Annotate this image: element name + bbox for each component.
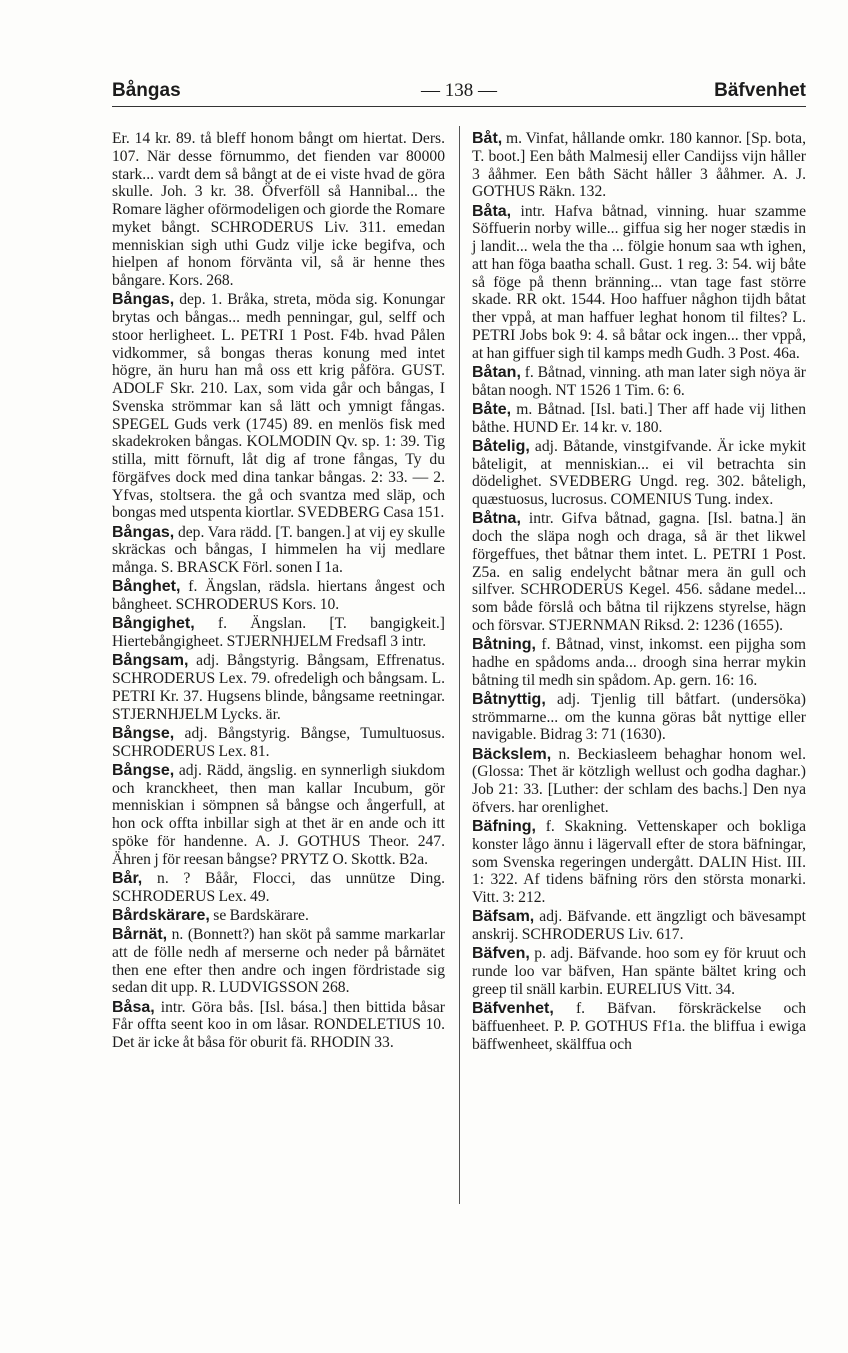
entry-text: p. adj. Bäfvande. hoo som ey för kruut och runde loo var bäfven, Han spänte bältet kring och greep til snäll karbin. EURELIUS Vitt. 34. — [472, 945, 806, 998]
entry-text: n. (Bonnett?) han sköt på samme markarlar att de fölle nedh af merserne och neder på bårnätet then ene efter then andre och ingen fördristade sig sedan dit upp. R. LUDVIGSSON 268. — [112, 926, 445, 997]
headword: Båsa, — [112, 998, 155, 1016]
dictionary-entry — [112, 578, 445, 614]
column-divider — [459, 126, 460, 1204]
dictionary-entry — [472, 510, 806, 634]
dictionary-entry — [472, 691, 806, 744]
dictionary-entry — [112, 870, 445, 906]
headword: Bångse, — [112, 761, 175, 779]
headword: Bäckslem, — [472, 745, 552, 763]
entry-text: se Bardskärare. — [213, 906, 309, 924]
headword: Bäfven, — [472, 945, 530, 963]
headword: Bäfning, — [472, 818, 536, 835]
right-column — [472, 130, 806, 1055]
entry-text: n. ? Båår, Flocci, das unnütze Ding. SCHRODERUS Lex. 49. — [112, 869, 445, 905]
headword: Båtna, — [472, 510, 521, 528]
dictionary-entry — [472, 1000, 806, 1053]
headword: Bångas, — [112, 291, 175, 309]
dictionary-entry — [112, 907, 445, 925]
dictionary-entry — [112, 524, 445, 577]
page-number: — 138 — — [421, 80, 497, 101]
dictionary-entry — [112, 725, 445, 761]
entry-text: f. Båtnad, vinning. ath man later sigh nöya är båtan noogh. NT 1526 1 Tim. 6: 6. — [472, 363, 806, 399]
headword: Båtelig, — [472, 437, 530, 455]
entry-text: dep. Vara rädd. [T. bangen.] at vij ey skulle skräckas och bångas, I himmelen ha vij medlare många. S. BRASCK Förl. sonen I 1a. — [112, 523, 445, 576]
dictionary-entry — [472, 945, 806, 998]
dictionary-entry — [472, 130, 806, 201]
page-header — [112, 76, 806, 106]
entry-text: f. Bäfvan. förskräckelse och bäffuenheet. P. P. GOTHUS Ff1a. the bliffua i ewiga bäffwenheet, skälffua och — [472, 1000, 806, 1053]
entry-text: intr. Göra bås. [Isl. bása.] then bittida båsar Får offta seent koo in om låsar. RONDELETIUS 10. Det är icke åt båsa för oburit fä. RHODIN 33. — [112, 998, 445, 1051]
dictionary-entry — [472, 401, 806, 437]
headword: Båtnyttig, — [472, 690, 546, 708]
entry-text: n. Beckiasleem behaghar honom wel. (Glossa: Thet är kötzligh wellust och godha daghar.) Job 21: 33. [Luther: der schlam des bachs.] Den nya öfvers. har orenlighet. — [472, 745, 806, 816]
dictionary-entry — [112, 762, 445, 869]
header-rule — [112, 106, 806, 107]
entry-text: intr. Hafva båtnad, vinning. huar szamme Söffuerin norby wille... giffua sig her noger stædis in j landit... wela the tha ... fölgie honum saa wth ighen, att han föga baatha schall. Gust. 1 reg. 3: 54. wij båte så föge på thenn bränning... vtan tage fast större skade. RR okt. 1544. Hoo haffuer någhon tijdh båtat ther vppå, at man haffuer leghat honom til filtes? L. PETRI Jobs bok 9: 4. så båtar ock ingen... ther vppå, at han giffuer sigh til kamps medh Gudh. 3 Post. 46a. — [472, 202, 806, 362]
headword: Båta, — [472, 202, 512, 220]
entry-text: adj. Bångstyrig. Bångse, Tumultuosus. SCHRODERUS Lex. 81. — [112, 724, 445, 760]
headword: Bånghet, — [112, 578, 181, 596]
entry-text: adj. Rädd, ängslig. en synnerligh siukdom och kranckheet, then man kallar Incubum, gör menniskian i sömpnen så bångse och ångerfull, at hon ock offta inbillar sigh at thet är en ande och itt spöke för handenne. A. J. GOTHUS Theor. 247. Ähren j för reesan bångse? PRYTZ O. Skottk. B2a. — [112, 761, 446, 868]
entry-text: dep. 1. Bråka, streta, möda sig. Konungar brytas och bångas... medh penningar, gul, selff och stoor herligheet. L. PETRI 1 Post. F4b. hvad Pålen vidkommer, så bongas theras konung med intet högre, än huru han må oss ett krig påföra. GUST. ADOLF Skr. 210. Lax, som vida går och bångas, I Svenska strömmar kan så lätt och ymnigt fångas. SPEGEL Guds verk (1745) 89. en menlös fisk med skadekroken bångas. KOLMODIN Qv. sp. 1: 39. Tig stilla, mitt förnuft, låt dig af trone fångas, Ty du förgäfves dock med dina tankar bångas. 2: 33. — 2. Yfvas, stoltsera. the gå och svantza med släp, och bongas med utspenta kiortlar. SVEDBERG Casa 151. — [112, 291, 445, 522]
entry-text: f. Båtnad, vinst, inkomst. een pijgha som hadhe en spådoms anda... droogh sina herrar mykin båtning til medh sin spådom. Ap. gern. 16: 16. — [472, 636, 806, 689]
dictionary-entry — [472, 746, 806, 817]
headword: Bår, — [112, 869, 143, 887]
headword: Bångighet, — [112, 615, 195, 633]
entry-text: adj. Bångstyrig. Bångsam, Effrenatus. SCHRODERUS Lex. 79. ofredeligh och bångsam. L. PETRI Kr. 37. Hugsens blinde, bångsame reetningar. STJERNHJELM Lycks. är. — [112, 652, 445, 723]
headword: Bårdskärare, — [112, 906, 210, 924]
dictionary-entry — [472, 364, 806, 400]
dictionary-entry — [472, 203, 806, 363]
entry-text: m. Båtnad. [Isl. bati.] Ther aff hade vij lithen båthe. HUND Er. 14 kr. v. 180. — [472, 400, 806, 436]
headword: Båtning, — [472, 636, 536, 653]
left-column — [112, 130, 445, 1053]
entry-text: Er. 14 kr. 89. tå bleff honom bångt om hiertat. Ders. 107. När desse förnummo, det fienden var 80000 stark... vardt dem så bångt at de ei viste hvad de göra skulle. Joh. 3 kr. 38. Öfverföll så Hannibal... the Romare lägher oförmodeligen och giorde the Romare myket bångt. SCHRODERUS Liv. 311. emedan menniskian sigh uthi Gudz vilje icke begifva, och hielpen af honom förvänta vil, så är henne thes bångare. Kors. 268. — [112, 130, 445, 289]
entry-text: intr. Gifva båtnad, gagna. [Isl. batna.] än doch the släpa nogh och draga, så är thet likwel förgeffues, thet båtnar them intet. L. PETRI 1 Post. Z5a. en salig endelycht båtnar mera än gull och silfver. SCHRODERUS Kegel. 456. sådane medel... som både förslå och båtna til rijkzens styrelse, hägn och försvar. STJERNMAN Riksd. 2: 1236 (1655). — [472, 510, 806, 634]
headword: Båte, — [472, 400, 512, 418]
entry-text: adj. Bäfvande. ett ängzligt och bävesampt anskrij. SCHRODERUS Liv. 617. — [472, 908, 806, 943]
headword: Bångas, — [112, 523, 175, 541]
headword: Bårnät, — [112, 926, 168, 943]
dictionary-entry — [112, 130, 445, 290]
headword: Bångse, — [112, 724, 175, 742]
dictionary-entry — [112, 999, 445, 1052]
dictionary-entry — [112, 615, 445, 651]
headword: Båt, — [472, 130, 503, 147]
dictionary-entry — [112, 652, 445, 723]
headword: Bångsam, — [112, 652, 189, 670]
dictionary-entry — [112, 291, 445, 522]
headword: Bäfsam, — [472, 908, 535, 926]
dictionary-entry — [112, 926, 445, 997]
entry-text: m. Vinfat, hållande omkr. 180 kannor. [Sp. bota, T. boot.] Een båth Malmesij eller Candijss vijn håller 3 ååhmer. Een båth Sächt håller 3 ååhmer. A. J. GOTHUS Räkn. 132. — [472, 130, 806, 201]
dictionary-entry — [472, 438, 806, 509]
entry-text: f. Ängslan, rädsla. hiertans ångest och bångheet. SCHRODERUS Kors. 10. — [112, 578, 445, 613]
dictionary-entry — [472, 636, 806, 689]
running-head-left: Bångas — [112, 80, 181, 101]
dictionary-entry — [472, 818, 806, 907]
entry-text: f. Skakning. Vettenskaper och bokliga konster lågo ännu i lägervall efter de stora bäfningar, som Svenska regeringen undergått. DALIN Hist. III. 1: 322. Af tidens bäfning rörs den största monarki. Vitt. 3: 212. — [472, 818, 806, 906]
headword: Båtan, — [472, 363, 521, 381]
entry-text: f. Ängslan. [T. bangigkeit.] Hiertebångigheet. STJERNHJELM Fredsafl 3 intr. — [112, 615, 445, 650]
dictionary-entry — [472, 908, 806, 944]
running-head-right: Bäfvenhet — [714, 80, 806, 101]
entry-text: adj. Tjenlig till båtfart. (undersöka) strömmarne... om the kunna göras båt nyttige eller navigable. Bidrag 3: 71 (1630). — [472, 690, 806, 744]
entry-text: adj. Båtande, vinstgifvande. Är icke mykit båteligit, at menniskian... ei vil betrachta sin dödelighet. SVEDBERG Ungd. reg. 302. båteligh, quæstuosus, lucrosus. COMENIUS Tung. index. — [472, 437, 806, 508]
headword: Bäfvenhet, — [472, 1000, 554, 1017]
